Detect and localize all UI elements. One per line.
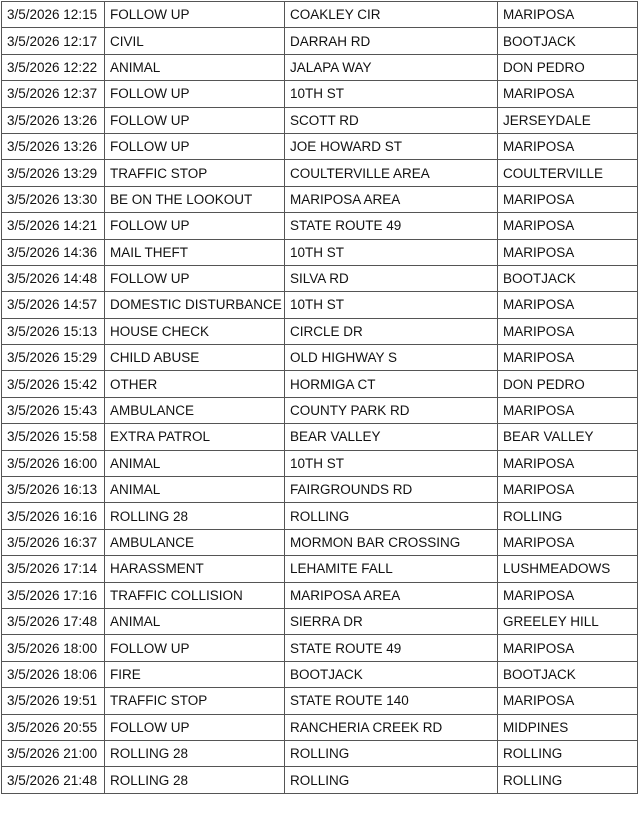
cell-location: ROLLING bbox=[285, 767, 498, 793]
table-row bbox=[2, 371, 638, 397]
table-row bbox=[2, 81, 638, 107]
cell-datetime: 3/5/2026 17:16 bbox=[2, 582, 105, 608]
cell-datetime: 3/5/2026 17:48 bbox=[2, 608, 105, 634]
cell-datetime: 3/5/2026 14:57 bbox=[2, 292, 105, 318]
cell-location: MARIPOSA AREA bbox=[285, 582, 498, 608]
cell-call-type: FOLLOW UP bbox=[105, 81, 285, 107]
cell-datetime: 3/5/2026 20:55 bbox=[2, 714, 105, 740]
cell-location: 10TH ST bbox=[285, 239, 498, 265]
cell-area: MARIPOSA bbox=[498, 239, 638, 265]
table-row bbox=[2, 265, 638, 291]
cell-location: LEHAMITE FALL bbox=[285, 556, 498, 582]
cell-location: FAIRGROUNDS RD bbox=[285, 477, 498, 503]
table-row bbox=[2, 133, 638, 159]
table-row bbox=[2, 239, 638, 265]
cell-call-type: TRAFFIC STOP bbox=[105, 688, 285, 714]
table-row bbox=[2, 582, 638, 608]
cell-location: MORMON BAR CROSSING bbox=[285, 529, 498, 555]
cell-call-type: FIRE bbox=[105, 661, 285, 687]
cell-datetime: 3/5/2026 18:00 bbox=[2, 635, 105, 661]
cell-area: MIDPINES bbox=[498, 714, 638, 740]
table-row bbox=[2, 292, 638, 318]
cell-call-type: EXTRA PATROL bbox=[105, 424, 285, 450]
call-log-table bbox=[1, 1, 638, 794]
cell-datetime: 3/5/2026 13:29 bbox=[2, 160, 105, 186]
cell-datetime: 3/5/2026 21:48 bbox=[2, 767, 105, 793]
cell-datetime: 3/5/2026 16:13 bbox=[2, 477, 105, 503]
cell-area: COULTERVILLE bbox=[498, 160, 638, 186]
table-row bbox=[2, 160, 638, 186]
cell-location: OLD HIGHWAY S bbox=[285, 345, 498, 371]
cell-call-type: FOLLOW UP bbox=[105, 635, 285, 661]
cell-location: STATE ROUTE 49 bbox=[285, 635, 498, 661]
cell-call-type: FOLLOW UP bbox=[105, 107, 285, 133]
cell-datetime: 3/5/2026 15:42 bbox=[2, 371, 105, 397]
table-row bbox=[2, 397, 638, 423]
cell-datetime: 3/5/2026 12:15 bbox=[2, 2, 105, 28]
call-log-body bbox=[2, 2, 638, 794]
cell-call-type: ANIMAL bbox=[105, 450, 285, 476]
cell-call-type: TRAFFIC STOP bbox=[105, 160, 285, 186]
cell-location: MARIPOSA AREA bbox=[285, 186, 498, 212]
cell-datetime: 3/5/2026 12:37 bbox=[2, 81, 105, 107]
table-row bbox=[2, 503, 638, 529]
table-row bbox=[2, 28, 638, 54]
cell-datetime: 3/5/2026 15:13 bbox=[2, 318, 105, 344]
cell-call-type: BE ON THE LOOKOUT bbox=[105, 186, 285, 212]
cell-datetime: 3/5/2026 15:58 bbox=[2, 424, 105, 450]
cell-call-type: ROLLING 28 bbox=[105, 503, 285, 529]
cell-call-type: FOLLOW UP bbox=[105, 213, 285, 239]
cell-area: DON PEDRO bbox=[498, 371, 638, 397]
cell-location: ROLLING bbox=[285, 503, 498, 529]
cell-datetime: 3/5/2026 13:26 bbox=[2, 107, 105, 133]
cell-area: GREELEY HILL bbox=[498, 608, 638, 634]
cell-location: JOE HOWARD ST bbox=[285, 133, 498, 159]
cell-datetime: 3/5/2026 15:29 bbox=[2, 345, 105, 371]
cell-call-type: ANIMAL bbox=[105, 54, 285, 80]
cell-datetime: 3/5/2026 16:16 bbox=[2, 503, 105, 529]
cell-area: MARIPOSA bbox=[498, 688, 638, 714]
cell-location: STATE ROUTE 140 bbox=[285, 688, 498, 714]
cell-location: BEAR VALLEY bbox=[285, 424, 498, 450]
cell-call-type: ANIMAL bbox=[105, 608, 285, 634]
cell-call-type: HOUSE CHECK bbox=[105, 318, 285, 344]
cell-datetime: 3/5/2026 16:00 bbox=[2, 450, 105, 476]
table-row bbox=[2, 477, 638, 503]
table-row bbox=[2, 213, 638, 239]
cell-datetime: 3/5/2026 15:43 bbox=[2, 397, 105, 423]
cell-datetime: 3/5/2026 14:36 bbox=[2, 239, 105, 265]
cell-area: MARIPOSA bbox=[498, 635, 638, 661]
cell-area: MARIPOSA bbox=[498, 397, 638, 423]
cell-area: MARIPOSA bbox=[498, 450, 638, 476]
cell-call-type: CIVIL bbox=[105, 28, 285, 54]
cell-call-type: HARASSMENT bbox=[105, 556, 285, 582]
cell-datetime: 3/5/2026 19:51 bbox=[2, 688, 105, 714]
cell-datetime: 3/5/2026 18:06 bbox=[2, 661, 105, 687]
cell-call-type: FOLLOW UP bbox=[105, 2, 285, 28]
cell-location: CIRCLE DR bbox=[285, 318, 498, 344]
cell-area: ROLLING bbox=[498, 767, 638, 793]
table-row bbox=[2, 740, 638, 766]
cell-area: BOOTJACK bbox=[498, 661, 638, 687]
table-row bbox=[2, 450, 638, 476]
cell-location: COUNTY PARK RD bbox=[285, 397, 498, 423]
cell-call-type: ROLLING 28 bbox=[105, 767, 285, 793]
cell-call-type: MAIL THEFT bbox=[105, 239, 285, 265]
cell-area: MARIPOSA bbox=[498, 81, 638, 107]
cell-location: COAKLEY CIR bbox=[285, 2, 498, 28]
cell-call-type: AMBULANCE bbox=[105, 397, 285, 423]
cell-call-type: CHILD ABUSE bbox=[105, 345, 285, 371]
cell-call-type: FOLLOW UP bbox=[105, 265, 285, 291]
cell-datetime: 3/5/2026 21:00 bbox=[2, 740, 105, 766]
cell-location: DARRAH RD bbox=[285, 28, 498, 54]
cell-location: COULTERVILLE AREA bbox=[285, 160, 498, 186]
cell-area: ROLLING bbox=[498, 503, 638, 529]
cell-area: BOOTJACK bbox=[498, 265, 638, 291]
cell-location: STATE ROUTE 49 bbox=[285, 213, 498, 239]
table-row bbox=[2, 54, 638, 80]
cell-datetime: 3/5/2026 14:21 bbox=[2, 213, 105, 239]
cell-call-type: ANIMAL bbox=[105, 477, 285, 503]
cell-location: SILVA RD bbox=[285, 265, 498, 291]
table-row bbox=[2, 767, 638, 793]
cell-location: JALAPA WAY bbox=[285, 54, 498, 80]
cell-call-type: ROLLING 28 bbox=[105, 740, 285, 766]
cell-location: RANCHERIA CREEK RD bbox=[285, 714, 498, 740]
table-row bbox=[2, 424, 638, 450]
cell-datetime: 3/5/2026 12:17 bbox=[2, 28, 105, 54]
cell-area: MARIPOSA bbox=[498, 345, 638, 371]
cell-area: MARIPOSA bbox=[498, 133, 638, 159]
cell-location: HORMIGA CT bbox=[285, 371, 498, 397]
cell-area: MARIPOSA bbox=[498, 582, 638, 608]
cell-area: MARIPOSA bbox=[498, 529, 638, 555]
cell-datetime: 3/5/2026 13:26 bbox=[2, 133, 105, 159]
cell-location: BOOTJACK bbox=[285, 661, 498, 687]
table-row bbox=[2, 608, 638, 634]
cell-location: ROLLING bbox=[285, 740, 498, 766]
table-row bbox=[2, 714, 638, 740]
cell-area: MARIPOSA bbox=[498, 477, 638, 503]
table-row bbox=[2, 661, 638, 687]
cell-location: SCOTT RD bbox=[285, 107, 498, 133]
cell-location: 10TH ST bbox=[285, 81, 498, 107]
cell-area: ROLLING bbox=[498, 740, 638, 766]
table-row bbox=[2, 529, 638, 555]
cell-call-type: TRAFFIC COLLISION bbox=[105, 582, 285, 608]
cell-call-type: AMBULANCE bbox=[105, 529, 285, 555]
cell-datetime: 3/5/2026 17:14 bbox=[2, 556, 105, 582]
cell-datetime: 3/5/2026 12:22 bbox=[2, 54, 105, 80]
cell-call-type: FOLLOW UP bbox=[105, 714, 285, 740]
cell-area: MARIPOSA bbox=[498, 292, 638, 318]
cell-area: BEAR VALLEY bbox=[498, 424, 638, 450]
table-row bbox=[2, 107, 638, 133]
cell-datetime: 3/5/2026 14:48 bbox=[2, 265, 105, 291]
table-row bbox=[2, 345, 638, 371]
cell-location: SIERRA DR bbox=[285, 608, 498, 634]
cell-area: JERSEYDALE bbox=[498, 107, 638, 133]
cell-datetime: 3/5/2026 16:37 bbox=[2, 529, 105, 555]
cell-call-type: DOMESTIC DISTURBANCE bbox=[105, 292, 285, 318]
cell-datetime: 3/5/2026 13:30 bbox=[2, 186, 105, 212]
cell-area: BOOTJACK bbox=[498, 28, 638, 54]
cell-area: LUSHMEADOWS bbox=[498, 556, 638, 582]
cell-area: MARIPOSA bbox=[498, 186, 638, 212]
cell-area: MARIPOSA bbox=[498, 2, 638, 28]
table-row bbox=[2, 688, 638, 714]
table-row bbox=[2, 318, 638, 344]
table-row bbox=[2, 2, 638, 28]
table-row bbox=[2, 635, 638, 661]
cell-area: MARIPOSA bbox=[498, 318, 638, 344]
cell-area: MARIPOSA bbox=[498, 213, 638, 239]
table-row bbox=[2, 186, 638, 212]
cell-call-type: FOLLOW UP bbox=[105, 133, 285, 159]
cell-area: DON PEDRO bbox=[498, 54, 638, 80]
table-row bbox=[2, 556, 638, 582]
cell-location: 10TH ST bbox=[285, 450, 498, 476]
cell-location: 10TH ST bbox=[285, 292, 498, 318]
cell-call-type: OTHER bbox=[105, 371, 285, 397]
